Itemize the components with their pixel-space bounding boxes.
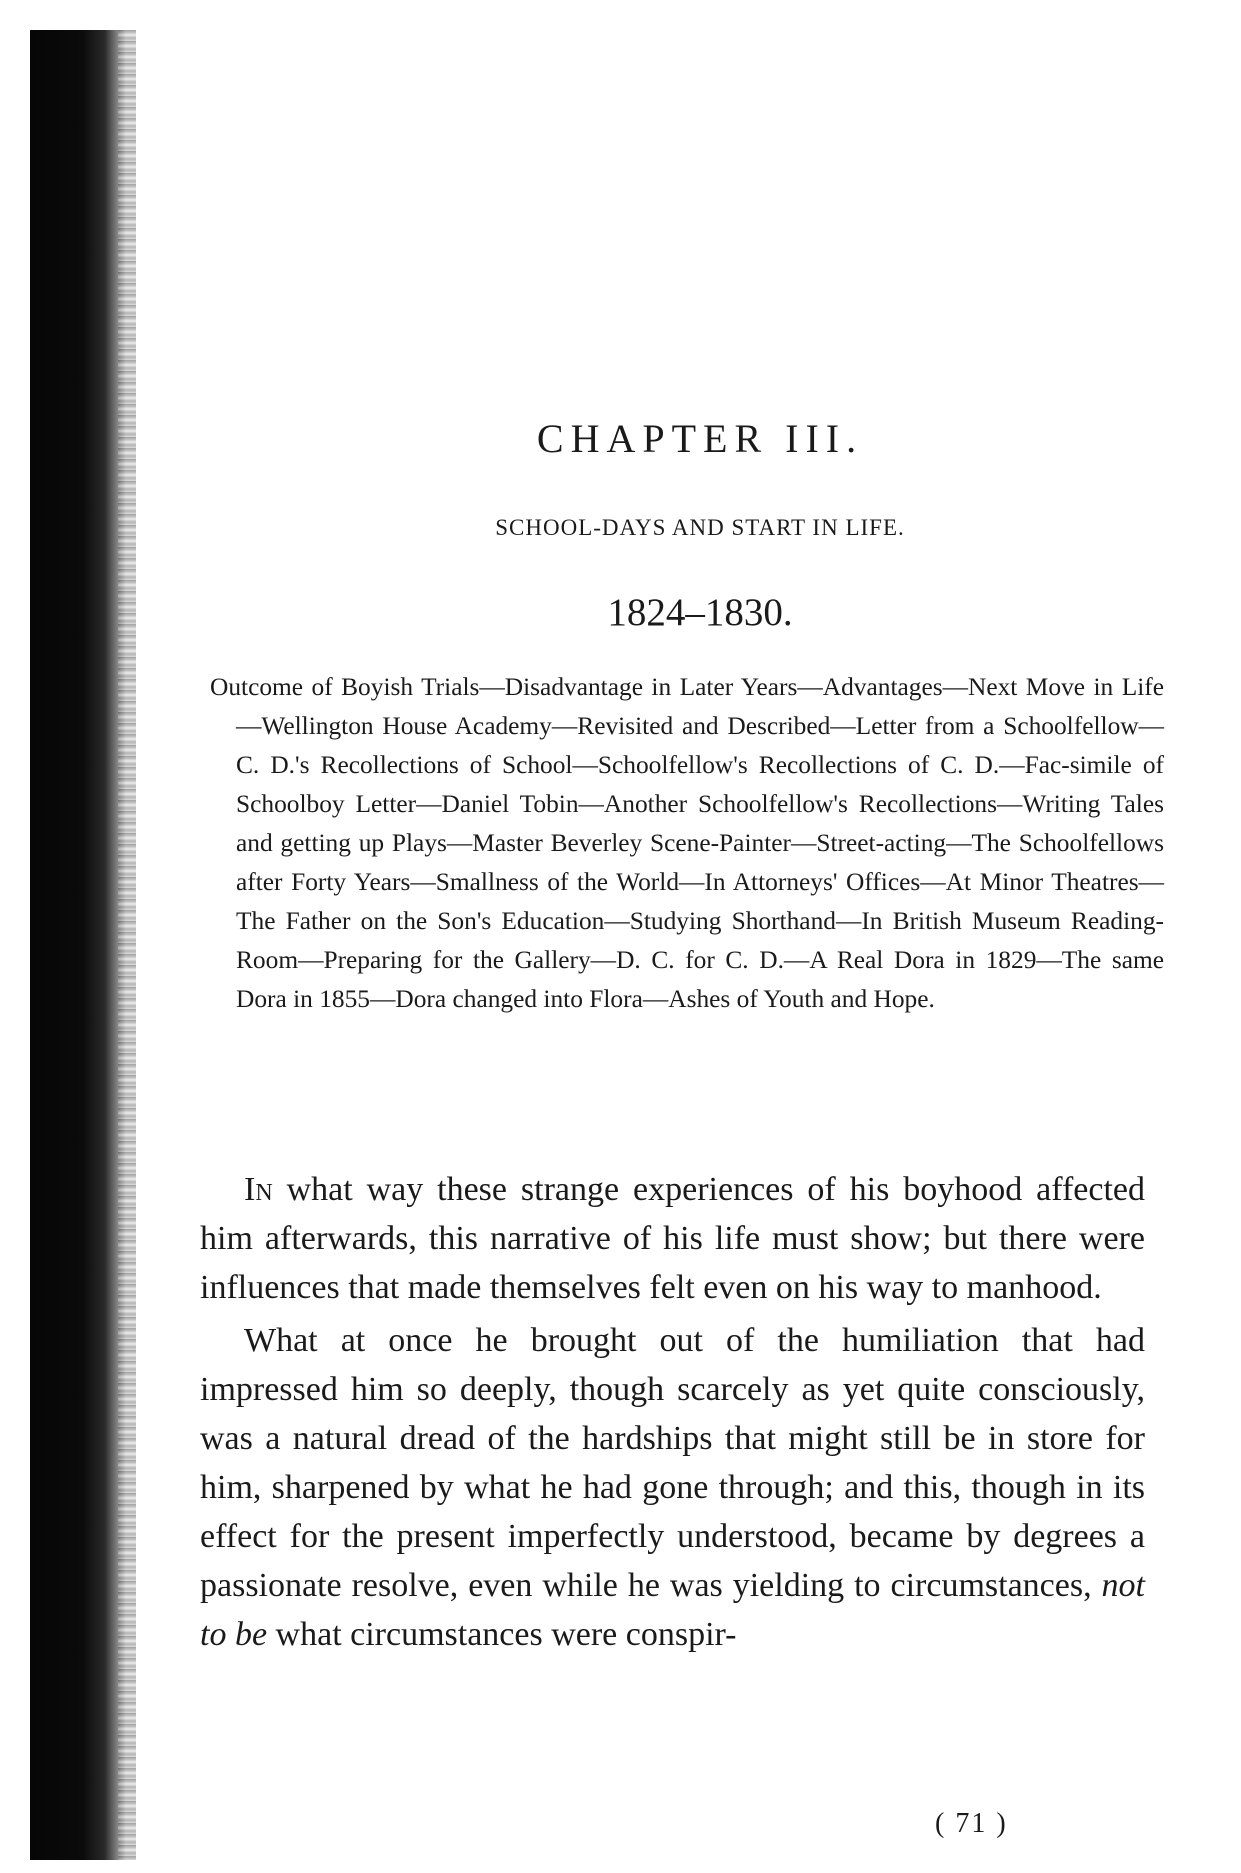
- book-binding-edge: [30, 30, 126, 1860]
- paragraph-2-text-start: What at once he brought out of the humiliation that had impressed him so deeply, though scarcely as yet quite consciously, was a natural dread of the hardships that might still be in store for him, sharpened by what he had gone through; and this, though in its effect for the present imperfectly understood, became by degrees a passionate resolve, even while he was yielding to circumstances,: [200, 1322, 1145, 1604]
- chapter-dates: 1824–1830.: [607, 591, 793, 634]
- drop-cap-word: In: [244, 1171, 273, 1208]
- paragraph-1-text: what way these strange experiences of his boyhood affected him afterwards, this narrative of his life must show; but there were influences that made themselves felt even on his way to manhood.: [200, 1171, 1145, 1306]
- chapter-subtitle: SCHOOL-DAYS AND START IN LIFE.: [495, 515, 905, 540]
- chapter-synopsis: Outcome of Boyish Trials—Disadvantage in Later Years—Advantages—Next Move in Life—Wellington House Academy—Revisited and Described—Letter from a Schoolfellow—C. D.'s Recollections of School—Schoolfellow's Recollections of C. D.—Fac-simile of Schoolboy Letter—Daniel Tobin—Another Schoolfellow's Recollections—Writing Tales and getting up Plays—Master Beverley Scene-Painter—Street-acting—The Schoolfellows after Forty Years—Smallness of the World—In Attorneys' Offices—At Minor Theatres—The Father on the Son's Education—Studying Shorthand—In British Museum Reading-Room—Preparing for the Gallery—D. C. for C. D.—A Real Dora in 1829—The same Dora in 1855—Dora changed into Flora—Ashes of Youth and Hope.: [210, 673, 1164, 1013]
- book-page: [200, 0, 1164, 1873]
- paragraph-2-text-end: what circumstances were conspir-: [267, 1616, 737, 1653]
- page-number: ( 71 ): [935, 1808, 1008, 1839]
- paragraph-1: [200, 1165, 1145, 1312]
- paragraph-2: [200, 1316, 1145, 1659]
- body-text: [200, 1165, 1145, 1663]
- paragraph-2-italic: not to be: [200, 1567, 1145, 1653]
- chapter-title: CHAPTER III.: [536, 416, 864, 461]
